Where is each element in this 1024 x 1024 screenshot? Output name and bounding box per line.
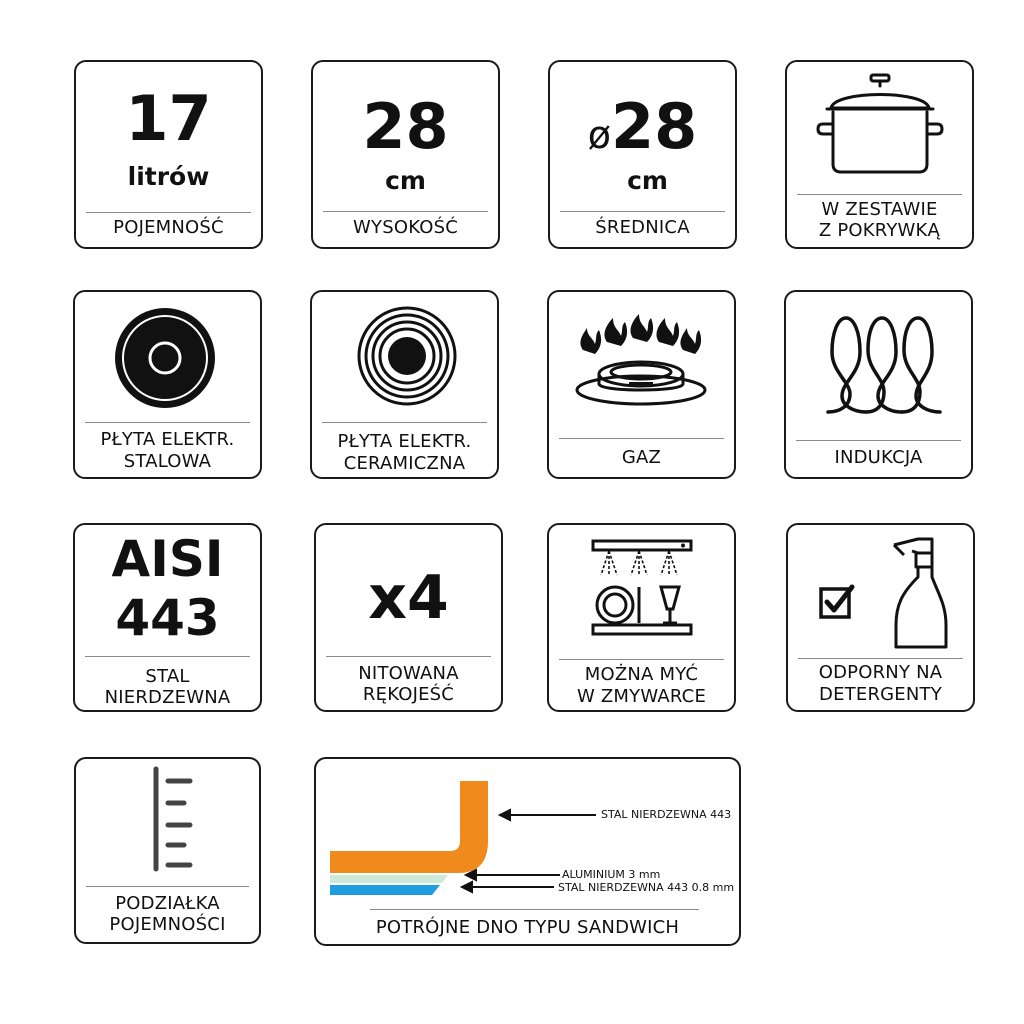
lid-label-line1: W ZESTAWIE [821, 199, 938, 220]
pot-with-lid-icon [815, 72, 947, 182]
height-label: WYSOKOŚĆ [353, 217, 458, 238]
divider [559, 438, 724, 439]
divider [323, 211, 488, 212]
ceramic-hotplate-icon [355, 304, 459, 408]
scale-tile [74, 757, 261, 944]
divider [86, 212, 251, 213]
induction-tile [784, 290, 973, 479]
height-unit: cm [385, 166, 426, 195]
capacity-unit: litrów [127, 162, 210, 191]
divider [370, 909, 699, 910]
height-value: 28 [362, 90, 449, 163]
steel-grade-value-line2: 443 [115, 589, 220, 647]
checkbox-checked-icon [818, 583, 858, 623]
divider [560, 211, 725, 212]
handles-value: x4 [368, 563, 449, 633]
steel-grade-tile [73, 523, 262, 712]
divider [326, 656, 491, 657]
induction-label: INDUKCJA [834, 447, 923, 468]
capacity-value: 17 [125, 82, 212, 155]
capacity-label: POJEMNOŚĆ [113, 217, 224, 238]
measuring-scale-icon [150, 765, 200, 873]
handles-label-line2: RĘKOJEŚĆ [362, 684, 455, 705]
spray-bottle-icon [888, 533, 952, 651]
steel-plate-label-line2: STALOWA [123, 451, 212, 472]
layer-middle-label: ALUMINIUM 3 mm [562, 868, 661, 881]
layer-top-label: STAL NIERDZEWNA 443 [601, 808, 732, 821]
sandwich-label: POTRÓJNE DNO TYPU SANDWICH [375, 917, 680, 938]
gas-burner-icon [573, 314, 713, 414]
divider [86, 886, 249, 887]
gas-label: GAZ [621, 447, 662, 468]
dishwasher-label-line1: MOŻNA MYĆ [584, 664, 699, 685]
divider [322, 422, 487, 423]
steel-grade-label-line2: NIERDZEWNA [104, 687, 231, 708]
ceramic-plate-label-line2: CERAMICZNA [343, 453, 466, 474]
steel-hotplate-icon [113, 306, 217, 410]
ceramic-plate-tile [310, 290, 499, 479]
scale-label-line1: PODZIAŁKA [115, 893, 220, 914]
diameter-value: 28 [610, 90, 698, 163]
detergent-label-line2: DETERGENTY [819, 684, 942, 705]
divider [559, 659, 724, 660]
dishwasher-label-line2: W ZMYWARCE [576, 686, 707, 707]
gas-tile [547, 290, 736, 479]
steel-plate-label-line1: PŁYTA ELEKTR. [100, 429, 235, 450]
handles-label-line1: NITOWANA [358, 663, 459, 684]
dishwasher-icon [591, 539, 695, 639]
steel-grade-value-line1: AISI [111, 530, 224, 588]
diameter-symbol: ø [587, 113, 611, 157]
diameter-tile [548, 60, 737, 249]
handles-tile [314, 523, 503, 712]
detergent-label-line1: ODPORNY NA [818, 662, 943, 683]
capacity-tile [74, 60, 263, 249]
divider [85, 422, 250, 423]
height-tile [311, 60, 500, 249]
steel-plate-tile [73, 290, 262, 479]
lid-tile [785, 60, 974, 249]
induction-coil-icon [820, 312, 944, 418]
detergent-tile [786, 523, 975, 712]
divider [797, 194, 962, 195]
dishwasher-tile [547, 523, 736, 712]
ceramic-plate-label-line1: PŁYTA ELEKTR. [337, 431, 472, 452]
layer-bottom-label: STAL NIERDZEWNA 443 0.8 mm [558, 881, 735, 894]
diameter-label: ŚREDNICA [595, 217, 690, 238]
diameter-unit: cm [627, 166, 668, 195]
lid-label-line2: Z POKRYWKĄ [818, 220, 941, 241]
divider [85, 656, 250, 657]
scale-label-line2: POJEMNOŚCI [109, 914, 226, 935]
sandwich-tile [314, 757, 741, 946]
steel-grade-label-line1: STAL [145, 666, 190, 687]
divider [796, 440, 961, 441]
divider [798, 658, 963, 659]
